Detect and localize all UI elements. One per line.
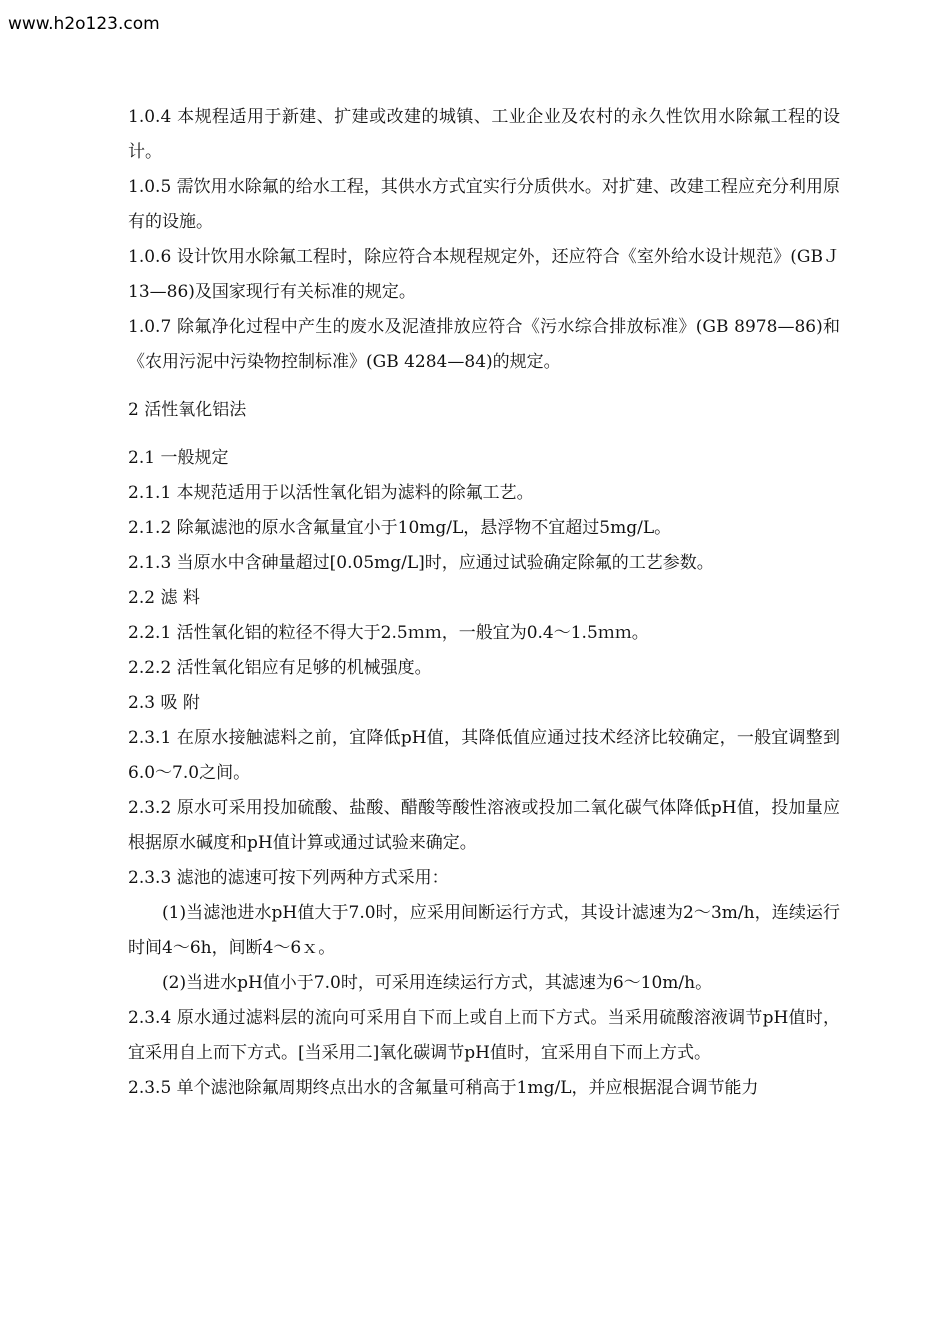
clause-2-3-5: 2.3.5 单个滤池除氟周期终点出水的含氟量可稍高于1mg/L，并应根据混合调节能力 <box>128 1078 759 1098</box>
clause-2-3-4: 2.3.4 原水通过滤料层的流向可采用自下而上或自上而下方式。当采用硫酸溶液调节pH值时，宜采用自上而下方式。[当采用二]氧化碳调节pH值时，宜采用自下而上方式。 <box>128 1008 840 1063</box>
clause-2-3-3-item-1: (1)当滤池进水pH值大于7.0时，应采用间断运行方式，其设计滤速为2～3m/h，连续运行时间4～6h，间断4～6ｘ。 <box>128 903 840 958</box>
clause-1-0-5: 1.0.5 需饮用水除氟的给水工程，其供水方式宜实行分质供水。对扩建、改建工程应充分利用原有的设施。 <box>128 177 840 232</box>
section-2-1-heading: 2.1 一般规定 <box>128 448 229 468</box>
clause-2-3-1: 2.3.1 在原水接触滤料之前，宜降低pH值，其降低值应通过技术经济比较确定，一般宜调整到6.0～7.0之间。 <box>128 728 840 783</box>
clause-1-0-6: 1.0.6 设计饮用水除氟工程时，除应符合本规程规定外，还应符合《室外给水设计规范》(GBＪ13—86)及国家现行有关标准的规定。 <box>128 247 840 302</box>
clause-2-2-2: 2.2.2 活性氧化铝应有足够的机械强度。 <box>128 658 432 678</box>
clause-2-2-1: 2.2.1 活性氧化铝的粒径不得大于2.5ｍｍ，一般宜为0.4～1.5ｍｍ。 <box>128 623 649 643</box>
section-2-2-heading: 2.2 滤 料 <box>128 588 200 608</box>
clause-1-0-7: 1.0.7 除氟净化过程中产生的废水及泥渣排放应符合《污水综合排放标准》(GB 8978—86)和《农用污泥中污染物控制标准》(GB 4284—84)的规定。 <box>128 317 840 372</box>
clause-2-1-2: 2.1.2 除氟滤池的原水含氟量宜小于10mg/L，悬浮物不宜超过5mg/L。 <box>128 518 672 538</box>
clause-1-0-4: 1.0.4 本规程适用于新建、扩建或改建的城镇、工业企业及农村的永久性饮用水除氟工程的设计。 <box>128 107 840 162</box>
clause-2-3-3: 2.3.3 滤池的滤速可按下列两种方式采用： <box>128 868 449 888</box>
clause-2-1-3: 2.1.3 当原水中含砷量超过[0.05mg/L]时，应通过试验确定除氟的工艺参数。 <box>128 553 714 573</box>
site-url: www.h2o123.com <box>8 14 160 34</box>
document-body <box>128 100 840 1106</box>
chapter-2-heading: 2 活性氧化铝法 <box>128 400 247 420</box>
clause-2-3-3-item-2: (2)当进水pH值小于7.0时，可采用连续运行方式，其滤速为6～10m/h。 <box>162 973 713 993</box>
clause-2-1-1: 2.1.1 本规范适用于以活性氧化铝为滤料的除氟工艺。 <box>128 483 534 503</box>
section-2-3-heading: 2.3 吸 附 <box>128 693 200 713</box>
clause-2-3-2: 2.3.2 原水可采用投加硫酸、盐酸、醋酸等酸性溶液或投加二氧化碳气体降低pH值，投加量应根据原水碱度和pH值计算或通过试验来确定。 <box>128 798 840 853</box>
